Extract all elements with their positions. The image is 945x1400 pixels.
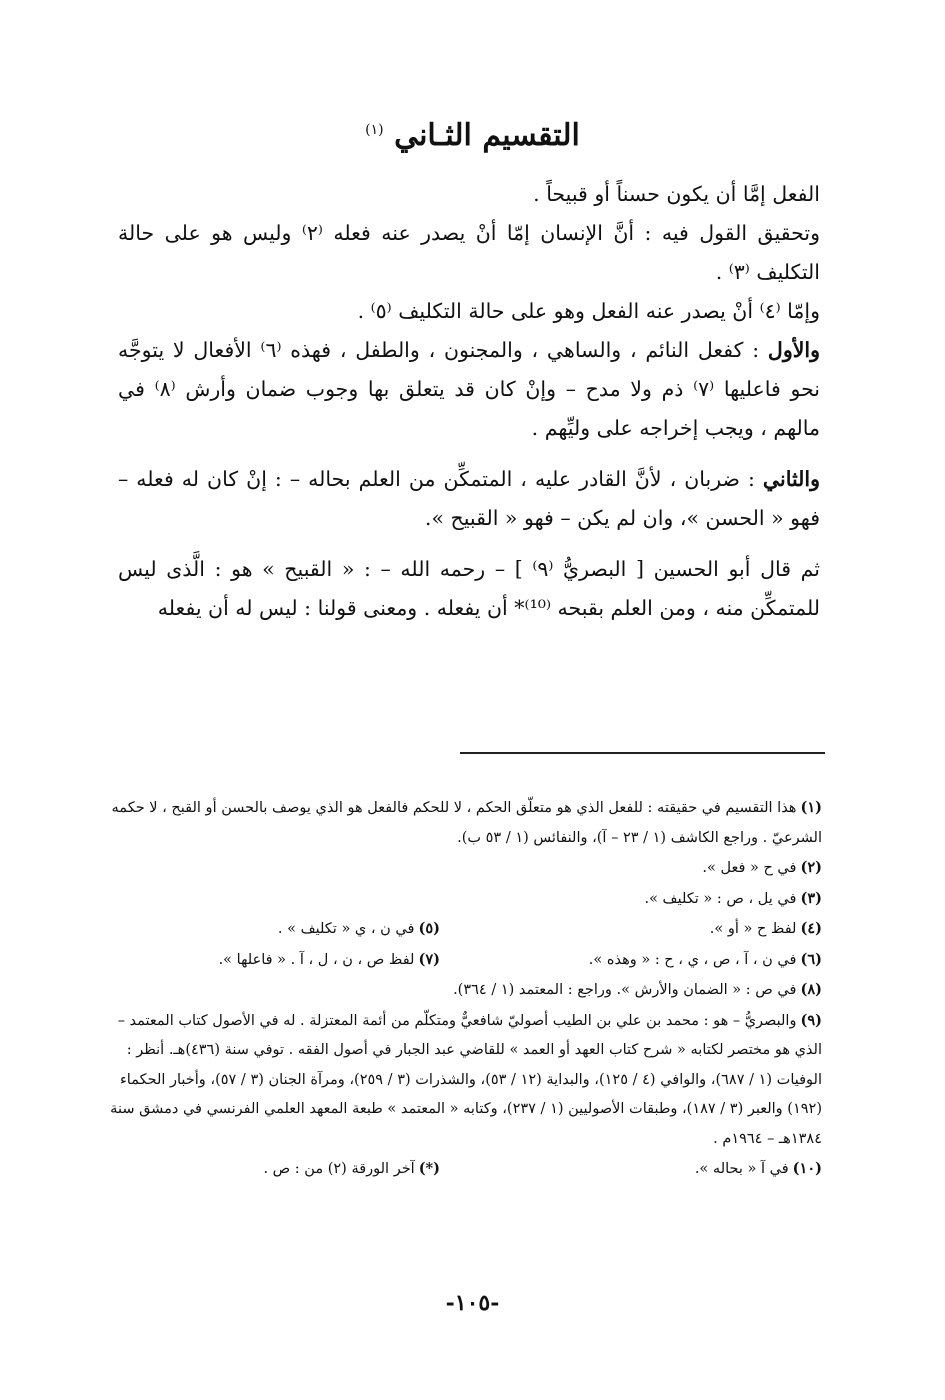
footnote-6	[462, 945, 822, 976]
footnote-number: (١٠)	[792, 1160, 822, 1177]
footnote-number: (٥)	[418, 920, 440, 937]
footnote-3	[110, 884, 822, 915]
footnote-number: (١)	[800, 799, 822, 816]
footnote-text: في ص : « الضمان والأرش ». وراجع : المعتمد (١ / ٣٦٤).	[453, 982, 797, 998]
title-note-marker: (١)	[365, 122, 384, 138]
footnote-number: (٦)	[800, 950, 822, 968]
footnote-7	[110, 945, 440, 976]
footnote-text: في آ « بحاله ».	[694, 1161, 789, 1177]
footnote-number: (*)	[418, 1160, 440, 1177]
footnote-text: والبصريُّ – هو : محمد بن علي بن الطيب أصوليّ شافعيٌّ ومتكلّم من أئمة المعتزلة . له في الأصول كتاب المعتمد – الذي هو مختصر لكتابه « شرح كتاب العهد أو العمد » للقاضي عبد الجبار في أصول الفقه . توفي سنة (٤٣٦)هـ. أنظر : الوفيات (١ / ٦٨٧)، والوافي (٤ / ١٢٥)، والبداية (١٢ / ٥٣)، والشذرات (٣ / ٢٥٩)، ومرآة الجنان (٣ / ٥٧)، وأخبار الحكماء (١٩٢) والعبر (٣ / ١٨٧)، وطبقات الأصوليين (١ / ٢٣٧)، وكتابه « المعتمد » طبعة المعهد العلمي الفرنسي في دمشق سنة ١٣٨٤هـ – ١٩٦٤م .	[110, 1012, 822, 1147]
footnote-number: (٤)	[800, 920, 822, 937]
paragraph-2: وتحقيق القول فيه : أنَّ الإنسان إمّا أنْ يصدر عنه فعله ⁽٢⁾ وليس هو على حالة التكليف ⁽٣⁾ .	[118, 221, 821, 284]
footnote-5	[110, 914, 440, 945]
footnote-row	[110, 914, 822, 945]
footnote-8	[110, 975, 822, 1006]
footnote-number: (٣)	[800, 889, 822, 907]
main-text	[118, 175, 820, 628]
footnote-number: (٧)	[418, 950, 440, 968]
page-number: -١٠٥-	[445, 1290, 500, 1316]
footnote-1	[110, 793, 822, 853]
footnote-2	[110, 853, 822, 884]
paragraph-1: الفعل إمَّا أن يكون حسناً أو قبيحاً .	[533, 182, 820, 206]
footnote-text: آخر الورقة (٢) من : ص .	[263, 1161, 415, 1177]
footnote-row	[110, 1154, 822, 1185]
footnote-number: (٢)	[800, 859, 822, 876]
section-title	[0, 118, 945, 153]
paragraph-5-text: : ضربان ، لأنَّ القادر عليه ، المتمكِّن من العلم بحاله – : إنْ كان له فعله – فهو « الحسن »، وان لم يكن – فهو « القبيح ».	[118, 467, 820, 530]
footnote-9	[110, 1006, 822, 1155]
footnote-text: في ح « فعل ».	[702, 860, 797, 876]
footnote-4	[462, 914, 822, 945]
footnote-text: في ن ، آ ، ص ، ي ، ح : « وهذه ».	[588, 951, 797, 968]
footnote-text: لفظ ص ، ن ، ل ، آ . « فاعلها ».	[218, 951, 415, 968]
paragraph-3: وإمّا ⁽٤⁾ أنْ يصدر عنه الفعل وهو على حالة التكليف ⁽٥⁾ .	[357, 299, 820, 323]
footnotes	[110, 793, 822, 1185]
footnote-number: (٩)	[800, 1011, 822, 1029]
footnote-text: لفظ ح « أو ».	[709, 921, 797, 937]
footnote-number: (٨)	[800, 981, 822, 998]
paragraph-4-lead: والأول	[767, 338, 821, 362]
paragraph-5-lead: والثاني	[762, 467, 820, 491]
paragraph-4	[118, 331, 820, 448]
footnote-text: هذا التقسيم في حقيقته : للفعل الذي هو متعلّق الحكم ، لا للحكم فالفعل هو الذي يوصف بالحسن أو القبح ، لا حكمه الشرعيّ . وراجع الكاشف (١ / ٢٣ – آ)، والنفائس (١ / ٥٣ ب).	[111, 800, 822, 846]
footnote-row	[110, 945, 822, 976]
paragraph-5	[118, 460, 820, 538]
footnote-10	[462, 1154, 822, 1185]
paragraph-4-text: : كفعل النائم ، والساهي ، والمجنون ، والطفل ، فهذه ⁽٦⁾ الأفعال لا يتوجَّه نحو فاعليها ⁽٧⁾ ذم ولا مدح – وإنْ كان قد يتعلق بها وجوب ضمان وأرش ⁽٨⁾ في مالهم ، ويجب إخراجه على وليِّهم .	[118, 338, 821, 440]
section-title-text: التقسيم الثـاني	[394, 118, 580, 153]
footnote-star	[110, 1154, 440, 1185]
footnote-text: في ن ، ي « تكليف » .	[277, 921, 415, 937]
footnote-text: في يل ، ص : « تكليف ».	[644, 890, 797, 907]
paragraph-6: ثم قال أبو الحسين [ البصريُّ ⁽٩⁾ ] – رحمه الله – : « القبيح » هو : الَّذى ليس للمتمكِّن منه ، ومن العلم بقبحه ⁽¹⁰⁾* أن يفعله . ومعنى قولنا : ليس له أن يفعله	[118, 557, 820, 620]
footnote-separator	[460, 752, 825, 754]
